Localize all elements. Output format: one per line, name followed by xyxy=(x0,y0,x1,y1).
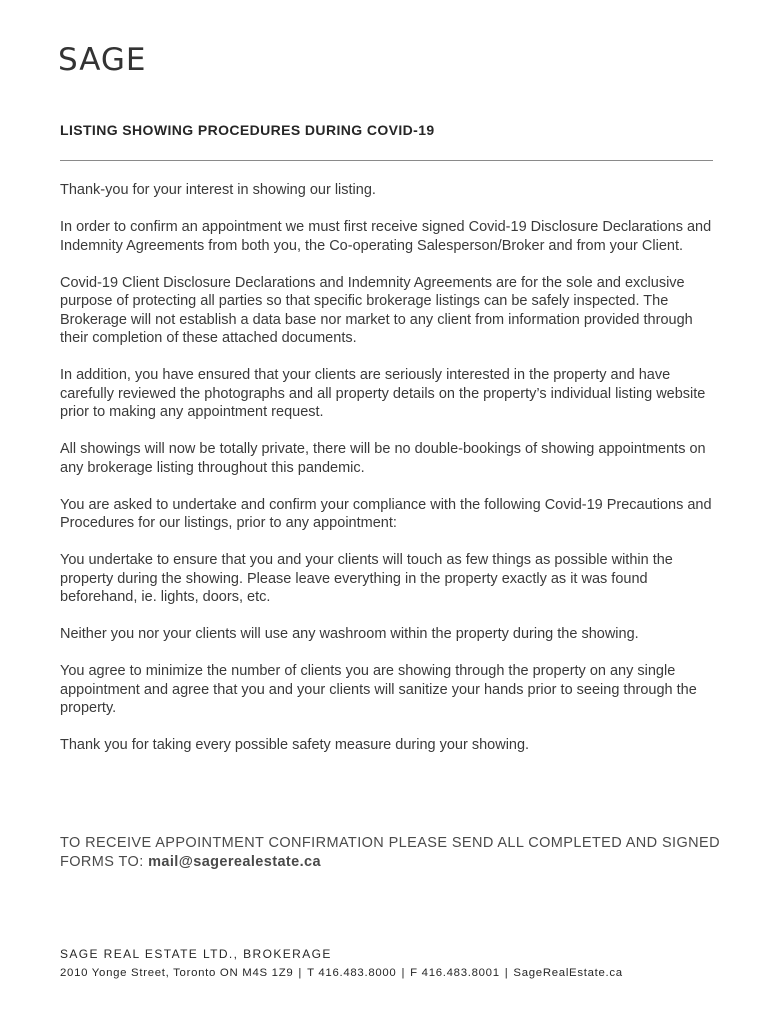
paragraph-private-showings: All showings will now be totally private, there will be no double-bookings of showing appointments on any brokerage listing throughout this pandemic. xyxy=(60,441,706,476)
sage-logo: SAGE xyxy=(58,42,147,78)
paragraph-thanks: Thank-you for your interest in showing our listing. xyxy=(60,182,376,198)
document-title: LISTING SHOWING PROCEDURES DURING COVID-19 xyxy=(60,122,435,138)
footer-telephone: T 416.483.8000 xyxy=(307,967,397,979)
footer-website-link[interactable]: SageRealEstate.ca xyxy=(513,967,623,979)
footer-fax: F 416.483.8001 xyxy=(410,967,500,979)
paragraph-touch-few-things: You undertake to ensure that you and your clients will touch as few things as possible within the property during the showing. Please leave everything in the property exactly as it was found beforehand, ie. lights, doors, etc. xyxy=(60,552,673,605)
footer-separator: | xyxy=(504,967,509,979)
paragraph-minimize-clients: You agree to minimize the number of clients you are showing through the property on any single appointment and agree that you and your clients will sanitize your hands prior to seeing through the property. xyxy=(60,663,697,716)
footer-company-name: SAGE REAL ESTATE LTD., BROKERAGE xyxy=(60,947,332,961)
footer-contact-line xyxy=(60,965,623,981)
paragraph-compliance: You are asked to undertake and confirm your compliance with the following Covid-19 Precautions and Procedures for our listings, prior to any appointment: xyxy=(60,496,712,531)
title-divider xyxy=(60,160,713,161)
footer-separator: | xyxy=(298,967,303,979)
footer-separator: | xyxy=(401,967,406,979)
paragraph-washroom: Neither you nor your clients will use any washroom within the property during the showing. xyxy=(60,626,639,642)
instruction-text: TO RECEIVE APPOINTMENT CONFIRMATION PLEASE SEND ALL COMPLETED AND SIGNED FORMS TO: xyxy=(60,835,720,870)
contact-email-link[interactable]: mail@sagerealestate.ca xyxy=(148,854,321,870)
footer-address: 2010 Yonge Street, Toronto ON M4S 1Z9 xyxy=(60,967,294,979)
submission-instruction xyxy=(60,834,720,872)
paragraph-client-interest: In addition, you have ensured that your clients are seriously interested in the property and have carefully reviewed the photographs and all property details on the property’s individual listing website prior to making any appointment request. xyxy=(60,367,706,420)
paragraph-thank-you: Thank you for taking every possible safety measure during your showing. xyxy=(60,737,530,753)
paragraph-disclosure-purpose: Covid-19 Client Disclosure Declarations and Indemnity Agreements are for the sole and exclusive purpose of protecting all parties so that specific brokerage listings can be safely inspected. The Brokerage will not establish a data base nor market to any client from information provided through their completion of these attached documents. xyxy=(60,274,693,346)
paragraph-confirm-appointment: In order to confirm an appointment we must first receive signed Covid-19 Disclosure Declarations and Indemnity Agreements from both you, the Co-operating Salesperson/Broker and from your Client. xyxy=(60,219,712,254)
document-body xyxy=(60,181,715,773)
